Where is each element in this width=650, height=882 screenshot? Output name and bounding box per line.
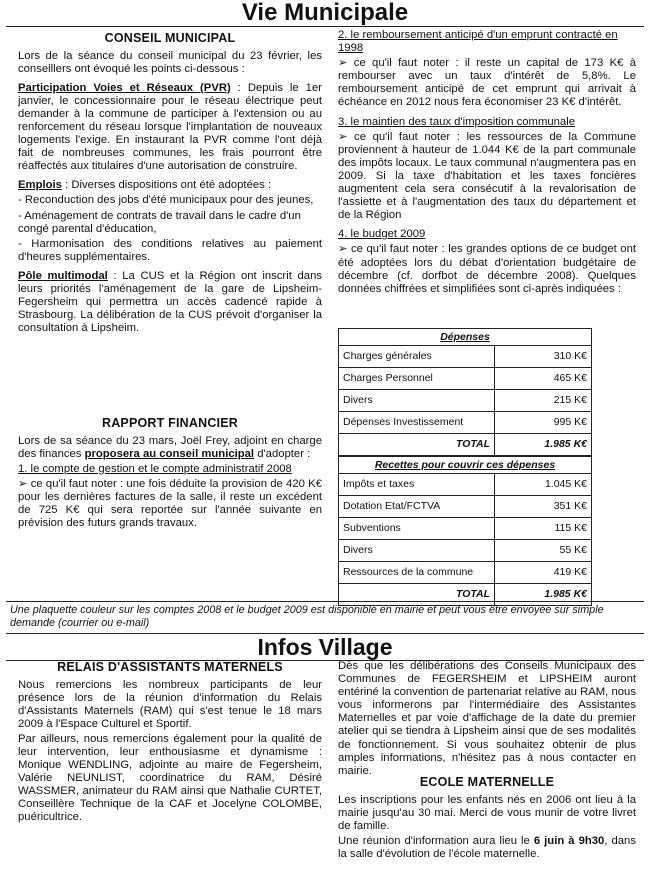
- depenses-label: Charges générales: [339, 346, 495, 368]
- pvr-text: : Depuis le 1er janvier, le concessionnaire pour le réseau électrique peut demander à la commune de participer à l'extension ou au renforcement du réseau lorsque l'implantation de nouveaux logements l'exige. En instaurant la PVR comme l'ont déjà fait de nombreuses communes, les frais pourront être réaffectés aux titulaires d'une autorisation de construire.: [18, 81, 322, 173]
- table-row: [339, 540, 592, 562]
- ecole-text-a: Une réunion d'information aura lieu le: [338, 834, 534, 847]
- rapport-intro-bold: proposera au conseil municipal: [84, 447, 255, 460]
- ram-paragraph-1: Nous remercions les nombreux participants de leur présence lors de la réunion d'information du Relais d'Assistants Maternels (RAM) qui s'est tenue le 18 mars 2009 à l'Espace Culturel et Sportif.: [18, 678, 322, 730]
- conseil-section: [18, 31, 322, 341]
- rapport-heading: RAPPORT FINANCIER: [101, 416, 239, 430]
- emplois-text: : Diverses dispositions ont été adoptées :: [61, 179, 272, 192]
- pole-label: Pôle multimodal: [18, 269, 108, 282]
- depenses-total-row: [339, 434, 592, 456]
- pvr-paragraph: [18, 82, 322, 174]
- depenses-value: 215 K€: [495, 390, 592, 412]
- ecole-paragraph-2: [338, 835, 636, 861]
- ecole-date: 6 juin à 9h30: [533, 834, 605, 847]
- conseil-heading: CONSEIL MUNICIPAL: [104, 31, 236, 45]
- depenses-title: Dépenses: [339, 329, 592, 346]
- ecole-section: [338, 775, 636, 867]
- emplois-item-1: - Reconduction des jobs d'été municipaux pour des jeunes,: [18, 194, 314, 207]
- depenses-value: 465 K€: [495, 368, 592, 390]
- ecole-text-c: , dans la salle d'évolution de l'école maternelle.: [338, 834, 636, 860]
- ram-heading: RELAIS D'ASSISTANTS MATERNELS: [57, 660, 283, 674]
- depenses-label: Charges Personnel: [339, 368, 495, 390]
- table-row: [339, 390, 592, 412]
- recettes-value: 115 K€: [495, 518, 592, 540]
- depenses-title-row: [339, 329, 592, 346]
- ram-paragraph-2: Par ailleurs, nous remercions également pour la qualité de leur intervention, leur enthousiasme et dynamisme : Monique WENDLING, adjointe au maire de Fegersheim, Valérie NEUNLIST, coordinatrice du RAM, Désiré WASSMER, animateur du RAM ainsi que Nathalie CURTET, Conseillère Technique de la CAF et Jocelyne COLOMBE, puéricultrice.: [18, 732, 322, 824]
- emplois-paragraph: [18, 179, 322, 192]
- rapport-intro: [18, 435, 322, 461]
- emplois-label: Emplois: [18, 179, 62, 192]
- ram-continued: [338, 660, 636, 784]
- ram-section: [18, 660, 322, 827]
- rapport-item-2-note: ➢ ce qu'il faut noter : il reste un capital de 173 K€ à rembourser avec un taux d'intérêt de 5,8%. Le remboursement anticipé de cet emprunt qui arrivait à échéance en 2012 nous fera économiser 23 K€ d'intérêt.: [338, 57, 636, 109]
- vie-municipale-title: Vie Municipale: [6, 0, 644, 27]
- rapport-intro-c: d'adopter :: [254, 447, 311, 460]
- pvr-label: Participation Voies et Réseaux (PVR): [18, 81, 231, 94]
- depenses-value: 995 K€: [495, 412, 592, 434]
- recettes-total-value: 1.985 K€: [495, 584, 592, 606]
- recettes-value: 1.045 K€: [495, 474, 592, 496]
- rapport-item-4-note: ➢ ce qu'il faut noter : les grandes options de ce budget ont été adoptées lors du débat d'orientation budgétaire de décembre (cf. dorfbot de décembre 2008). Quelques données chiffrées et simplifiées sont ci-après indiquées :: [338, 243, 636, 295]
- infos-village-title: Infos Village: [6, 633, 644, 661]
- pole-paragraph: [18, 270, 322, 335]
- pole-text: : La CUS et la Région ont inscrit dans leurs priorités l'aménagement de la gare de Lipsheim-Fegersheim qui permettra un accès cadencé rapide à Strasbourg. La délibération de la CUS prévoit d'organiser la consultation à Lipsheim.: [18, 269, 322, 335]
- depenses-total-value: 1.985 K€: [495, 434, 592, 456]
- rapport-intro-a: Lors de sa séance du 23 mars, Joël Frey, adjoint en charge des finances: [18, 434, 322, 460]
- table-row: [339, 562, 592, 584]
- depenses-label: Divers: [339, 390, 495, 412]
- rapport-section: [18, 416, 322, 536]
- rapport-item-2: 2. le remboursement anticipé d'un emprunt contracté en 1998: [338, 29, 618, 55]
- rapport-item-3: 3. le maintien des taux d'imposition communale: [338, 115, 576, 128]
- conseil-intro: Lors de la séance du conseil municipal du 23 février, les conseillers ont évoqué les points ci-dessous :: [18, 49, 322, 75]
- rapport-item-4: 4. le budget 2009: [338, 228, 426, 241]
- rapport-item-1: 1. le compte de gestion et le compte administratif 2008: [18, 462, 292, 475]
- emplois-item-3: - Harmonisation des conditions relatives au paiement d'heures supplémentaires.: [18, 237, 322, 263]
- table-row: [339, 474, 592, 496]
- recettes-total-label: TOTAL: [339, 584, 495, 606]
- table-row: [339, 518, 592, 540]
- recettes-title-row: [339, 457, 592, 474]
- recettes-title: Recettes pour couvrir ces dépenses: [339, 457, 592, 474]
- recettes-value: 419 K€: [495, 562, 592, 584]
- recettes-label: Impôts et taxes: [339, 474, 495, 496]
- ecole-paragraph-1: Les inscriptions pour les enfants nés en 2006 ont lieu à la mairie jusqu'au 30 mai. Merci de vous munir de votre livret de famille.: [338, 793, 636, 832]
- recettes-table: [338, 456, 592, 606]
- recettes-value: 55 K€: [495, 540, 592, 562]
- depenses-table: [338, 328, 592, 456]
- recettes-label: Dotation Etat/FCTVA: [339, 496, 495, 518]
- table-row: [339, 412, 592, 434]
- recettes-label: Divers: [339, 540, 495, 562]
- ecole-heading: ECOLE MATERNELLE: [419, 775, 555, 789]
- ram-paragraph-3: Dès que les délibérations des Conseils Municipaux des Communes de FEGERSHEIM et LIPSHEIM auront entériné la convention de partenariat relative au RAM, nous vous informerons par l'intermédiaire des Assistantes Maternelles et par voie d'affichage de la date du premier atelier qui se tiendra à Lipsheim ainsi que de ses modalités de fonctionnement. Si vous souhaitez obtenir de plus amples informations, n'hésitez pas à nous contacter en mairie.: [338, 660, 636, 777]
- recettes-label: Ressources de la commune: [339, 562, 495, 584]
- emplois-item-2: - Aménagement de contrats de travail dans le cadre d'un congé parental d'éducation,: [18, 209, 301, 235]
- depenses-total-label: TOTAL: [339, 434, 495, 456]
- rapport-continued: [338, 29, 636, 302]
- table-row: [339, 346, 592, 368]
- rapport-item-3-note: ➢ ce qu'il faut noter : les ressources de la Commune proviennent à hauteur de 1.044 K€ de la part communale des impôts locaux. Le taux communal n'augmentera pas en 2009. Si la taxe d'habitation et les taxes foncières augmentent cela sera consécutif à la revalorisation de l'assiette et à l'augmentation des taux du département et de la Région: [338, 130, 636, 222]
- rapport-item-1-note: ➢ ce qu'il faut noter : une fois déduite la provision de 420 K€ pour les dernières factures de la salle, il reste un excédent de 725 K€ qui sera reportée sur l'année suivante en prévision des futurs grands travaux.: [18, 477, 322, 530]
- depenses-label: Dépenses Investissement: [339, 412, 495, 434]
- plaquette-note: Une plaquette couleur sur les comptes 2008 et le budget 2009 est disponible en mairie et peut vous être envoyée sur simple demande (courrier ou e-mail): [6, 601, 644, 631]
- recettes-value: 351 K€: [495, 496, 592, 518]
- table-row: [339, 496, 592, 518]
- table-row: [339, 368, 592, 390]
- recettes-label: Subventions: [339, 518, 495, 540]
- depenses-value: 310 K€: [495, 346, 592, 368]
